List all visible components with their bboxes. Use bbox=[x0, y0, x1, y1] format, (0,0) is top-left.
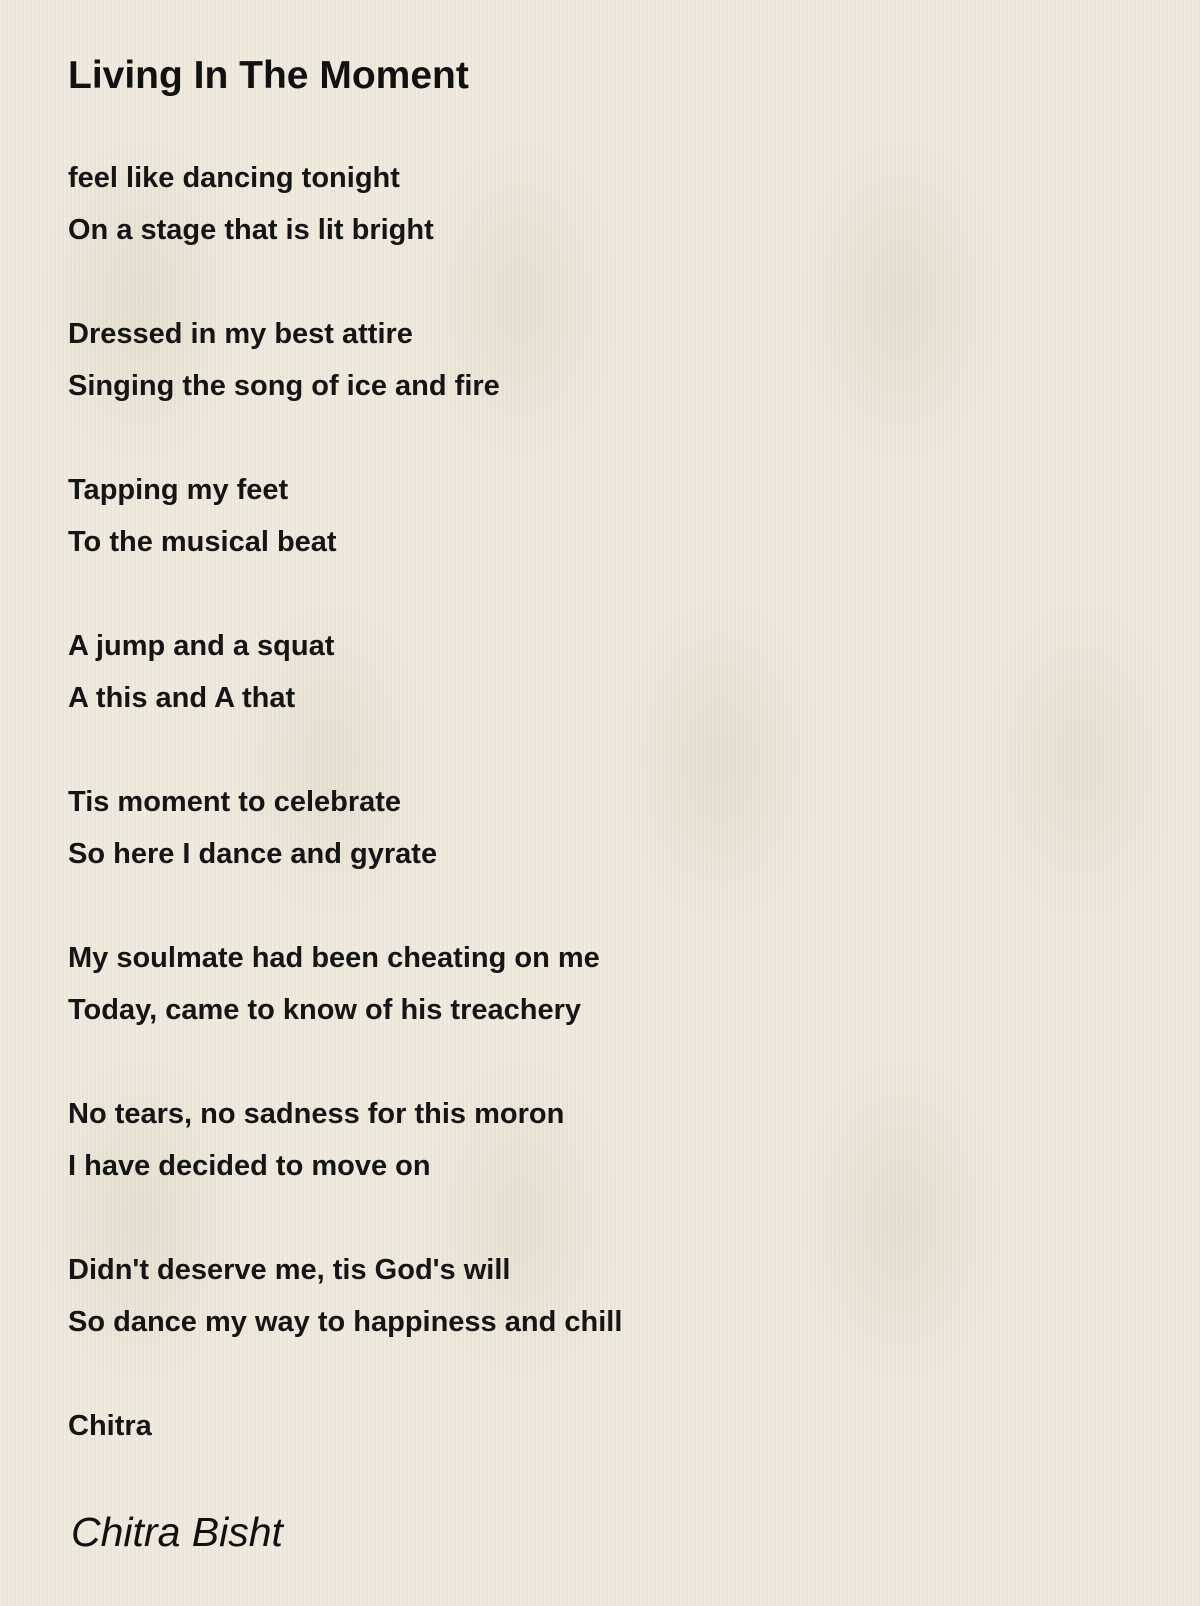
poem-line: Tis moment to celebrate bbox=[68, 786, 402, 818]
poem-line: Tapping my feet bbox=[68, 474, 289, 506]
poem-title: Living In The Moment bbox=[68, 54, 469, 97]
author-name: Chitra Bisht bbox=[71, 1509, 283, 1555]
poem-line: Today, came to know of his treachery bbox=[68, 994, 582, 1026]
poem-line: I have decided to move on bbox=[68, 1150, 431, 1182]
stanza-3 bbox=[68, 464, 1128, 568]
poem-line: Singing the song of ice and fire bbox=[68, 370, 500, 402]
poem-signoff: Chitra bbox=[68, 1410, 152, 1442]
poem-line: So here I dance and gyrate bbox=[68, 838, 438, 870]
poem-line: Didn't deserve me, tis God's will bbox=[68, 1254, 511, 1286]
poem-line: Dressed in my best attire bbox=[68, 318, 413, 350]
poem-line: On a stage that is lit bright bbox=[68, 214, 434, 246]
poem-line: No tears, no sadness for this moron bbox=[68, 1098, 565, 1130]
poem-line: feel like dancing tonight bbox=[68, 162, 400, 194]
poem-line: So dance my way to happiness and chill bbox=[68, 1306, 623, 1338]
poem-page bbox=[68, 52, 1128, 1558]
poem-line: To the musical beat bbox=[68, 526, 337, 558]
poem-body bbox=[68, 152, 1128, 1452]
stanza-2 bbox=[68, 308, 1128, 412]
poem-line: My soulmate had been cheating on me bbox=[68, 942, 600, 974]
poem-line: A this and A that bbox=[68, 682, 296, 714]
stanza-7 bbox=[68, 1088, 1128, 1192]
stanza-6 bbox=[68, 932, 1128, 1036]
stanza-4 bbox=[68, 620, 1128, 724]
poem-line: A jump and a squat bbox=[68, 630, 335, 662]
stanza-8 bbox=[68, 1244, 1128, 1348]
stanza-1 bbox=[68, 152, 1128, 256]
stanza-5 bbox=[68, 776, 1128, 880]
